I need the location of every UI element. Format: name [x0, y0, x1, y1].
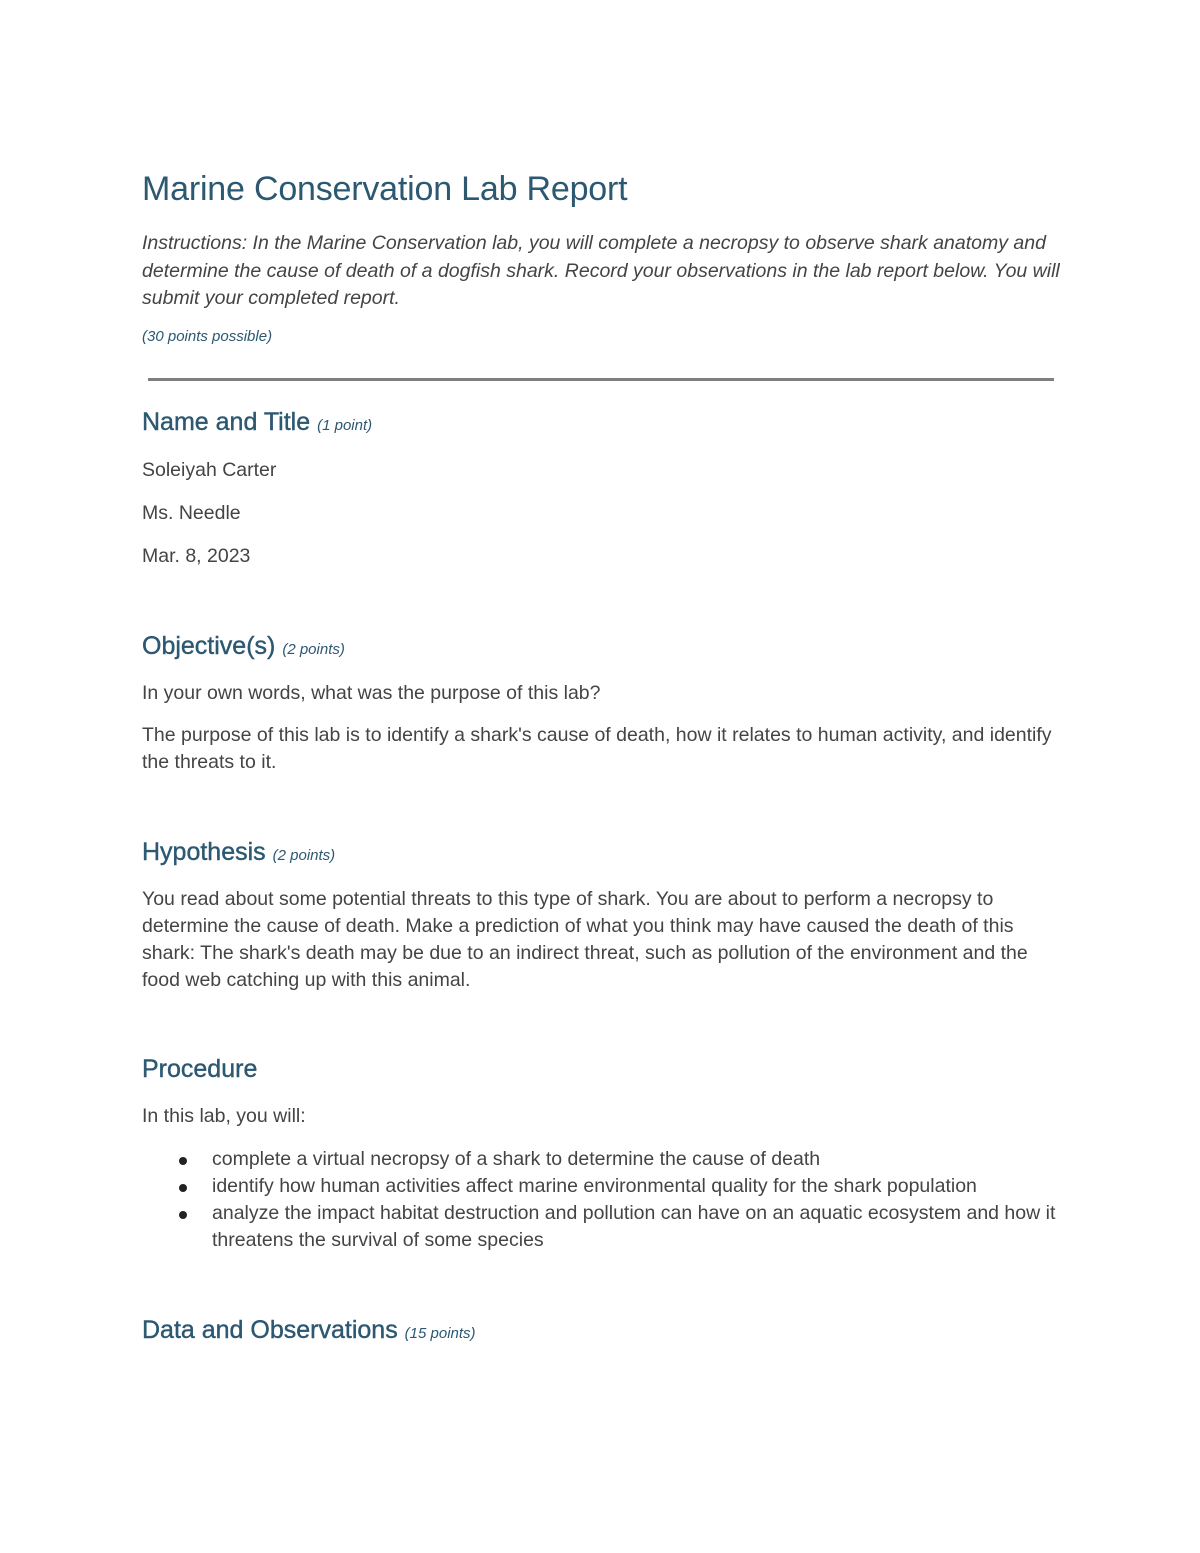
student-name: Soleiyah Carter: [142, 459, 277, 481]
list-item: [142, 1200, 1062, 1254]
instructions-text: Instructions: In the Marine Conservation lab, you will complete a necropsy to observe shark anatomy and determine the cause of death of a dogfish shark. Record your observations in the lab report below. You will submit your completed report.: [142, 232, 1060, 309]
heading-hypothesis-points: (2 points): [272, 847, 336, 864]
divider: [148, 378, 1054, 381]
heading-data-observations: [142, 1316, 476, 1345]
heading-hypothesis: [142, 838, 335, 867]
points-possible: (30 points possible): [142, 328, 273, 345]
procedure-intro: In this lab, you will:: [142, 1105, 306, 1127]
report-date: Mar. 8, 2023: [142, 545, 251, 567]
document-page: [142, 0, 1062, 1553]
hypothesis-text: You read about some potential threats to this type of shark. You are about to perform a necropsy to determine the cause of death. Make a prediction of what you think may have caused the death of this shark: The shark's death may be due to an indirect threat, such as pollution of the environment and the food web catching up with this animal.: [142, 888, 1028, 991]
heading-objectives: [142, 632, 345, 661]
heading-procedure: [142, 1055, 257, 1084]
heading-objectives-points: (2 points): [282, 641, 345, 658]
procedure-list: [142, 1146, 1062, 1254]
teacher-name: Ms. Needle: [142, 502, 241, 524]
page-title: Marine Conservation Lab Report: [142, 170, 628, 208]
heading-procedure-label: Procedure: [142, 1055, 258, 1083]
heading-name-title-label: Name and Title: [142, 408, 311, 436]
list-item-text: identify how human activities affect marine environmental quality for the shark population: [212, 1175, 977, 1197]
list-item-text: complete a virtual necropsy of a shark to determine the cause of death: [212, 1148, 821, 1170]
bullet-icon: [179, 1157, 187, 1165]
list-item-text: analyze the impact habitat destruction and pollution can have on an aquatic ecosystem and how it threatens the survival of some species: [212, 1202, 1056, 1251]
heading-name-title-points: (1 point): [317, 417, 373, 434]
heading-data-observations-points: (15 points): [404, 1325, 476, 1342]
heading-name-title: [142, 408, 372, 437]
heading-objectives-label: Objective(s): [142, 632, 276, 660]
list-item: [142, 1173, 1062, 1200]
bullet-icon: [179, 1211, 187, 1219]
bullet-icon: [179, 1184, 187, 1192]
objectives-prompt: In your own words, what was the purpose of this lab?: [142, 682, 601, 704]
list-item: [142, 1146, 1062, 1173]
objectives-answer: The purpose of this lab is to identify a shark's cause of death, how it relates to human activity, and identify the threats to it.: [142, 724, 1052, 773]
heading-data-observations-label: Data and Observations: [142, 1316, 398, 1344]
heading-hypothesis-label: Hypothesis: [142, 838, 266, 866]
